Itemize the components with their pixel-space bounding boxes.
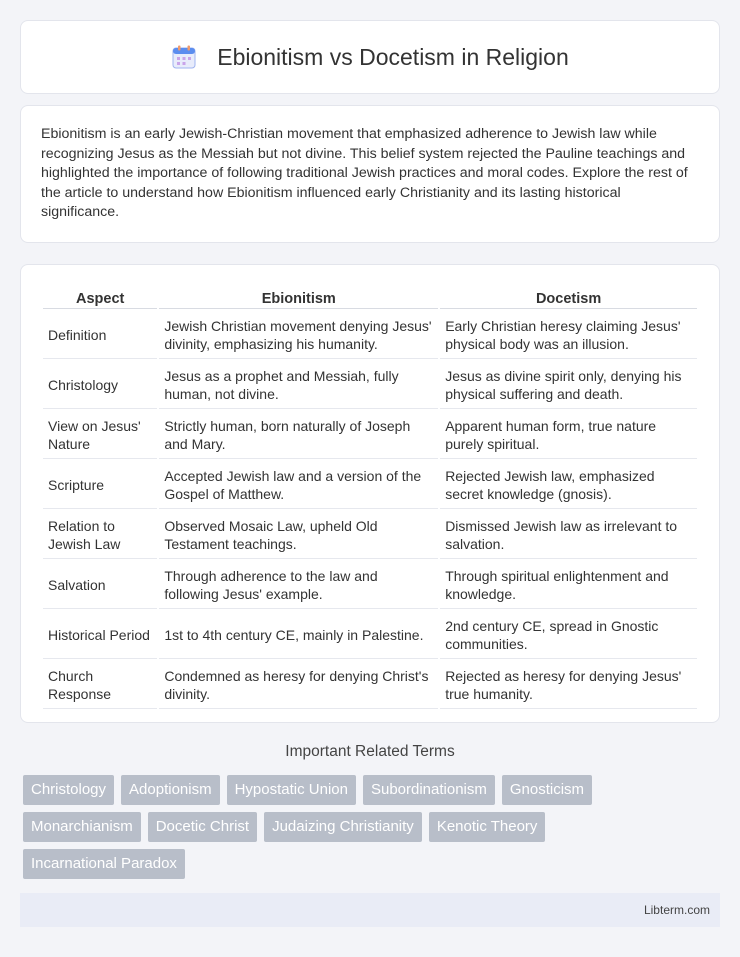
comparison-table [41,285,699,711]
tag-incarnational-paradox[interactable]: Incarnational Paradox [23,849,185,879]
comparison-card [20,264,720,723]
row-docetism: Rejected Jewish law, emphasized secret knowledge (gnosis). [440,461,697,509]
table-row [43,561,697,609]
related-terms-title: Important Related Terms [285,743,455,760]
row-docetism: Rejected as heresy for denying Jesus' true humanity. [440,661,697,709]
calendar-icon [171,44,197,70]
table-row [43,461,697,509]
intro-card [20,105,720,243]
row-docetism: 2nd century CE, spread in Gnostic communities. [440,611,697,659]
row-ebionitism: Accepted Jewish law and a version of the Gospel of Matthew. [159,461,438,509]
table-row [43,611,697,659]
tag-adoptionism[interactable]: Adoptionism [121,775,220,805]
header-ebionitism: Ebionitism [159,287,438,309]
row-docetism: Early Christian heresy claiming Jesus' physical body was an illusion. [440,311,697,359]
row-ebionitism: Condemned as heresy for denying Christ's divinity. [159,661,438,709]
header-card [20,20,720,94]
row-aspect: Historical Period [43,611,157,659]
table-header-row [43,287,697,309]
row-docetism: Jesus as divine spirit only, denying his physical suffering and death. [440,361,697,409]
row-docetism: Through spiritual enlightenment and knowledge. [440,561,697,609]
row-aspect: Salvation [43,561,157,609]
tag-monarchianism[interactable]: Monarchianism [23,812,141,842]
table-row [43,411,697,459]
tag-hypostatic-union[interactable]: Hypostatic Union [227,775,356,805]
row-ebionitism: Through adherence to the law and following Jesus' example. [159,561,438,609]
tag-judaizing-christianity[interactable]: Judaizing Christianity [264,812,422,842]
tag-christology[interactable]: Christology [23,775,114,805]
table-row [43,511,697,559]
page-title: Ebionitism vs Docetism in Religion [217,43,569,70]
footer [20,893,720,927]
row-aspect: Christology [43,361,157,409]
row-aspect: View on Jesus' Nature [43,411,157,459]
row-ebionitism: Jewish Christian movement denying Jesus' divinity, emphasizing his humanity. [159,311,438,359]
footer-site-link[interactable]: Libterm.com [643,903,710,917]
row-ebionitism: Jesus as a prophet and Messiah, fully human, not divine. [159,361,438,409]
tag-docetic-christ[interactable]: Docetic Christ [148,812,257,842]
row-aspect: Definition [43,311,157,359]
row-ebionitism: 1st to 4th century CE, mainly in Palestine. [159,611,438,659]
row-docetism: Dismissed Jewish law as irrelevant to salvation. [440,511,697,559]
related-terms-list [23,775,703,886]
tag-gnosticism[interactable]: Gnosticism [502,775,592,805]
row-ebionitism: Strictly human, born naturally of Joseph and Mary. [159,411,438,459]
row-aspect: Relation to Jewish Law [43,511,157,559]
row-docetism: Apparent human form, true nature purely spiritual. [440,411,697,459]
row-ebionitism: Observed Mosaic Law, upheld Old Testament teachings. [159,511,438,559]
table-row [43,311,697,359]
table-row [43,361,697,409]
header-aspect: Aspect [43,287,157,309]
row-aspect: Church Response [43,661,157,709]
tag-kenotic-theory[interactable]: Kenotic Theory [429,812,546,842]
intro-text: Ebionitism is an early Jewish-Christian movement that emphasized adherence to Jewish law while recognizing Jesus as the Messiah but not divine. This belief system rejected the Pauline teachings and highlighted the importance of following traditional Jewish practices and moral codes. Explore the rest of the article to understand how Ebionitism influenced early Christianity and its lasting historical significance. [41,126,688,221]
row-aspect: Scripture [43,461,157,509]
tag-subordinationism[interactable]: Subordinationism [363,775,495,805]
header-docetism: Docetism [440,287,697,309]
table-row [43,661,697,709]
